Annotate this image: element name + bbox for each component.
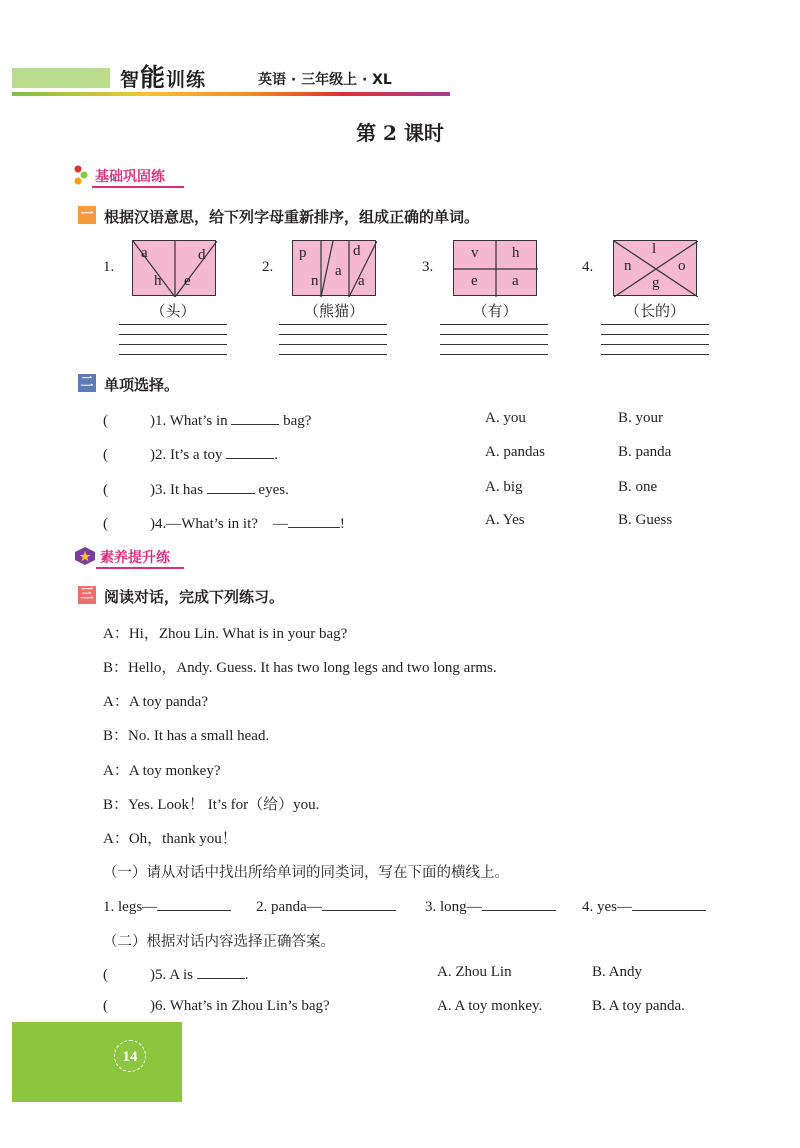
brand-char-1: 智 — [120, 69, 141, 91]
answer-line[interactable] — [279, 334, 387, 335]
meaning-label: （长的） — [624, 302, 685, 320]
letter: v — [471, 245, 479, 261]
header-rainbow-rule — [12, 92, 450, 96]
question-2-instruction: 单项选择。 — [104, 376, 180, 394]
question-number: 5. — [155, 967, 167, 983]
dialogue-line: B：Yes. Look！ It’s for（给）you. — [103, 797, 320, 813]
letter: d — [198, 247, 206, 263]
synonym-item — [582, 896, 706, 916]
dialogue-line: A：Hi，Zhou Lin. What is in your bag? — [103, 626, 348, 642]
question-number: 1. — [155, 413, 167, 429]
meaning-label: （头） — [150, 302, 196, 320]
question-text: It’s a toy — [170, 447, 223, 463]
letter: p — [299, 245, 307, 261]
blank[interactable] — [157, 896, 231, 911]
choice-row — [103, 512, 345, 533]
letter: e — [471, 273, 478, 289]
option-b[interactable]: B. Guess — [618, 512, 673, 528]
answer-paren-close: ) — [150, 967, 155, 983]
question-number: 2. — [155, 447, 167, 463]
blank[interactable] — [207, 479, 255, 494]
letter-box-2 — [292, 240, 376, 296]
letter: d — [353, 243, 361, 259]
section-label-basic: 基础巩固练 — [95, 169, 165, 185]
meaning-label: （有） — [472, 302, 518, 320]
synonym-item — [103, 896, 231, 916]
question-number-3: 三 — [78, 586, 96, 604]
letter: o — [678, 258, 686, 274]
question-3-instruction: 阅读对话，完成下列练习。 — [104, 588, 285, 606]
question-number-1: 一 — [78, 206, 96, 224]
answer-line[interactable] — [119, 344, 227, 345]
dialogue-line: A：Oh，thank you！ — [103, 831, 237, 847]
choice-row — [103, 444, 278, 464]
book-subtitle: 英语 · 三年级上 · XL — [258, 72, 392, 88]
answer-paren-close: ) — [150, 482, 155, 498]
blank[interactable] — [197, 964, 245, 979]
blank[interactable] — [288, 513, 340, 528]
item-number: 2. — [262, 259, 274, 275]
choice-row — [103, 964, 248, 984]
letter: n — [311, 273, 319, 289]
answer-paren-open[interactable]: ( — [103, 447, 108, 463]
brand-char-3: 训练 — [166, 69, 207, 91]
option-b[interactable]: B. panda — [618, 444, 672, 460]
synonym-prompt: 2. panda— — [256, 899, 322, 915]
answer-line[interactable] — [440, 344, 548, 345]
letter-box-4 — [613, 240, 697, 296]
answer-line[interactable] — [601, 354, 709, 355]
option-b[interactable]: B. one — [618, 479, 658, 495]
dialogue-line: A：A toy monkey? — [103, 763, 221, 779]
section-icon-basic — [72, 164, 90, 190]
letter: e — [184, 273, 191, 289]
option-a[interactable]: A. pandas — [485, 444, 545, 460]
synonym-prompt: 3. long— — [425, 899, 482, 915]
brand-char-2: 能 — [140, 63, 167, 92]
letter: l — [652, 241, 657, 257]
dialogue-line: B：Hello，Andy. Guess. It has two long legs and two long arms. — [103, 660, 497, 676]
question-1-instruction: 根据汉语意思，给下列字母重新排序，组成正确的单词。 — [104, 208, 480, 226]
answer-paren-open[interactable]: ( — [103, 998, 108, 1014]
option-b[interactable]: B. your — [618, 410, 663, 426]
answer-paren-close: ) — [150, 447, 155, 463]
answer-line[interactable] — [119, 354, 227, 355]
synonym-item — [425, 896, 556, 916]
part-2-instruction: （二）根据对话内容选择正确答案。 — [103, 934, 335, 950]
header-green-bar — [12, 68, 110, 88]
choice-row — [103, 998, 330, 1015]
item-number: 3. — [422, 259, 434, 275]
answer-line[interactable] — [601, 344, 709, 345]
option-a[interactable]: A. you — [485, 410, 526, 426]
page-number: 14 — [114, 1040, 146, 1072]
question-text: What’s in — [169, 413, 228, 429]
answer-paren-close: ) — [150, 413, 155, 429]
question-text: eyes. — [258, 482, 289, 498]
question-text: A is — [169, 967, 193, 983]
option-a[interactable]: A. big — [485, 479, 523, 495]
answer-line[interactable] — [601, 334, 709, 335]
option-b[interactable]: B. A toy panda. — [592, 998, 685, 1014]
answer-line[interactable] — [601, 324, 709, 325]
letter: a — [358, 273, 365, 289]
question-text: What’s in Zhou Lin’s bag? — [169, 998, 330, 1014]
dialogue-line: A：A toy panda? — [103, 694, 208, 710]
answer-paren-open[interactable]: ( — [103, 482, 108, 498]
question-text: bag? — [283, 413, 312, 429]
synonym-item — [256, 896, 396, 916]
answer-paren-open[interactable]: ( — [103, 413, 108, 429]
letter: a — [141, 245, 148, 261]
part-1-instruction: （一）请从对话中找出所给单词的同类词，写在下面的横线上。 — [103, 865, 509, 881]
answer-line[interactable] — [279, 354, 387, 355]
blank[interactable] — [322, 896, 396, 911]
answer-paren-open[interactable]: ( — [103, 967, 108, 983]
synonym-prompt: 1. legs— — [103, 899, 158, 915]
section-underline-basic — [92, 186, 184, 188]
letter: g — [652, 275, 660, 291]
letter-box-3 — [453, 240, 537, 296]
answer-line[interactable] — [440, 324, 548, 325]
option-a[interactable]: A. Zhou Lin — [437, 964, 512, 980]
item-number: 1. — [103, 259, 115, 275]
brand-title — [120, 58, 206, 94]
section-label-advanced: 素养提升练 — [100, 550, 170, 566]
letter: a — [335, 263, 342, 279]
option-a[interactable]: A. A toy monkey. — [437, 998, 543, 1014]
letter: h — [512, 245, 520, 261]
answer-line[interactable] — [119, 324, 227, 325]
meaning-label: （熊猫） — [303, 302, 364, 320]
question-text: —What’s in it? — — [166, 516, 288, 532]
section-icon-advanced — [74, 546, 96, 570]
answer-line[interactable] — [440, 334, 548, 335]
item-number: 4. — [582, 259, 594, 275]
option-a[interactable]: A. Yes — [485, 512, 525, 528]
letter: h — [154, 273, 162, 289]
choice-row — [103, 479, 289, 499]
option-b[interactable]: B. Andy — [592, 964, 643, 980]
answer-paren-close: ) — [150, 516, 155, 532]
question-number: 3. — [155, 482, 167, 498]
answer-line[interactable] — [119, 334, 227, 335]
question-text: . — [274, 447, 278, 463]
letter: n — [624, 258, 632, 274]
answer-paren-open[interactable]: ( — [103, 516, 108, 532]
question-number: 4. — [155, 516, 167, 532]
letter: a — [512, 273, 519, 289]
page-title: 第 2 课时 — [356, 121, 444, 145]
blank[interactable] — [231, 410, 279, 425]
dialogue-line: B：No. It has a small head. — [103, 728, 270, 744]
question-number: 6. — [155, 998, 167, 1014]
question-text: . — [244, 967, 249, 983]
footer-green-block — [12, 1022, 182, 1102]
question-number-2: 二 — [78, 374, 96, 392]
question-text: ! — [339, 516, 345, 532]
blank[interactable] — [482, 896, 556, 911]
letter-box-1 — [132, 240, 216, 296]
section-underline-advanced — [96, 567, 184, 569]
choice-row — [103, 410, 311, 430]
question-text: It has — [170, 482, 203, 498]
synonym-prompt: 4. yes— — [582, 899, 632, 915]
answer-line[interactable] — [279, 324, 387, 325]
blank[interactable] — [226, 444, 274, 459]
blank[interactable] — [632, 896, 706, 911]
answer-line[interactable] — [440, 354, 548, 355]
answer-paren-close: ) — [150, 998, 155, 1014]
answer-line[interactable] — [279, 344, 387, 345]
